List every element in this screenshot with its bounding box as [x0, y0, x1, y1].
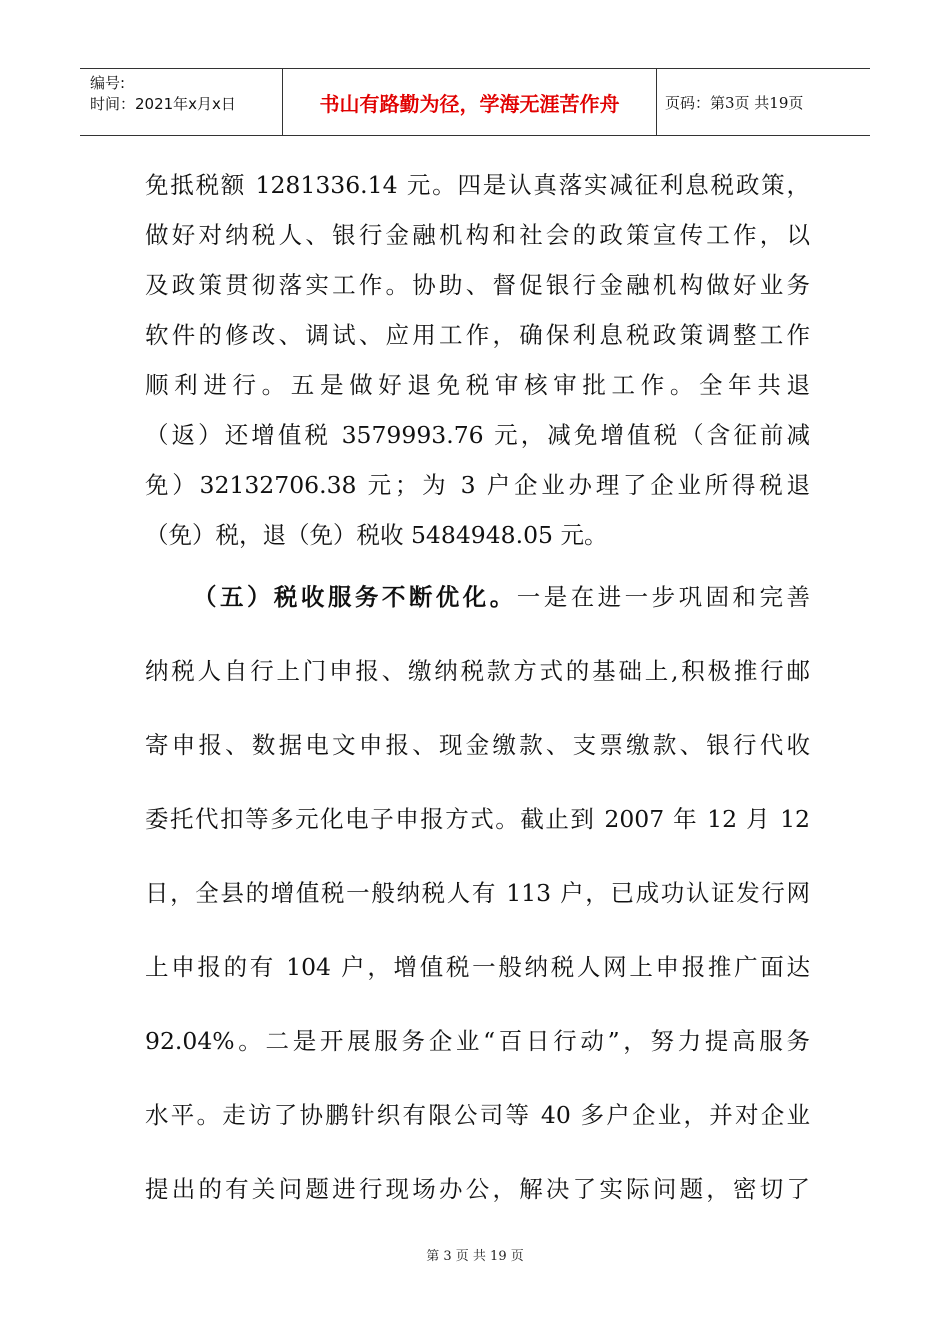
document-number-label: 编号:: [90, 74, 126, 92]
page-header: [80, 68, 870, 136]
section-first-line: [145, 560, 810, 634]
section-heading: （五）税收服务不断优化。: [193, 583, 517, 611]
header-motto: 书山有路勤为径，学海无涯苦作舟: [283, 69, 657, 135]
header-page-info: 页码：第3页 共19页: [665, 93, 804, 112]
body-line: 委托代扣等多元化电子申报方式。截止到 2007 年 12 月 12: [145, 805, 810, 833]
body-line: 做好对纳税人、银行金融机构和社会的政策宣传工作，以: [145, 221, 810, 249]
body-line: 上申报的有 104 户，增值税一般纳税人网上申报推广面达: [145, 953, 810, 981]
body-line: 水平。走访了协鹏针织有限公司等 40 多户企业，并对企业: [145, 1101, 810, 1129]
body-line: 顺利进行。五是做好退免税审核审批工作。全年共退: [145, 371, 810, 399]
body-line: 寄申报、数据电文申报、现金缴款、支票缴款、银行代收: [145, 731, 810, 759]
page-footer: 第 3 页 共 19 页: [426, 1249, 524, 1264]
body-line: （返）还增值税 3579993.76 元，减免增值税（含征前减: [145, 421, 810, 449]
body-line: 免）32132706.38 元；为 3 户企业办理了企业所得税退: [145, 471, 810, 499]
section-first-line-rest: 一是在进一步巩固和完善: [516, 583, 810, 611]
body-line: 92.04%。二是开展服务企业“百日行动”，努力提高服务: [145, 1027, 810, 1055]
body-line: 及政策贯彻落实工作。协助、督促银行金融机构做好业务: [145, 271, 810, 299]
body-line: （免）税，退（免）税收 5484948.05 元。: [145, 521, 608, 549]
header-meta: [80, 69, 283, 135]
body-line: 免抵税额 1281336.14 元。四是认真落实减征利息税政策，: [145, 171, 810, 199]
document-date-label: 时间：2021年x月x日: [90, 95, 236, 113]
body-line: 纳税人自行上门申报、缴纳税款方式的基础上,积极推行邮: [145, 657, 810, 685]
body-line: 软件的修改、调试、应用工作，确保利息税政策调整工作: [145, 321, 810, 349]
document-body: [145, 160, 810, 1226]
body-line: 日，全县的增值税一般纳税人有 113 户，已成功认证发行网: [145, 879, 810, 907]
body-line: 提出的有关问题进行现场办公，解决了实际问题，密切了: [145, 1175, 810, 1203]
